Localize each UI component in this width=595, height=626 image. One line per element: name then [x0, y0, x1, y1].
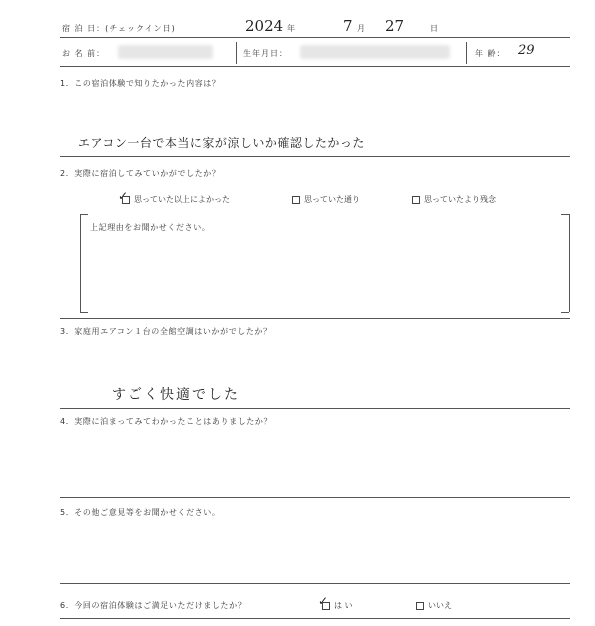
- q2-checkmark-icon: ✓: [118, 189, 129, 203]
- reason-bracket-bottom-left: [80, 312, 88, 313]
- q6-bottom-rule: [60, 618, 570, 619]
- q2-option-better[interactable]: [122, 194, 230, 205]
- q1-answer: エアコン一台で本当に家が涼しいか確認したかった: [78, 136, 365, 150]
- header-row2-bottom-rule: [60, 66, 570, 67]
- month-unit: 月: [357, 24, 366, 33]
- q5-answer-rule: [60, 583, 570, 584]
- stay-date-label: 宿 泊 日：(チェックイン日): [62, 24, 176, 33]
- header-row1-bottom-rule: [60, 37, 570, 38]
- q2-reason-field[interactable]: [90, 236, 560, 308]
- q5-question: 5．その他ご意見等をお聞かせください。: [60, 508, 221, 517]
- q2-option-as-expected-label: 思っていた通り: [304, 195, 360, 204]
- q2-option-better-checkbox[interactable]: [122, 196, 130, 204]
- q4-answer-rule: [60, 497, 570, 498]
- q1-question: 1．この宿泊体験で知りたかった内容は？: [60, 79, 221, 88]
- age-value: 29: [518, 43, 535, 58]
- stay-day-value: 27: [385, 17, 405, 35]
- q2-option-as-expected[interactable]: [292, 194, 360, 205]
- reason-bracket-bottom-right: [561, 312, 569, 313]
- name-redacted: [118, 45, 213, 59]
- year-unit: 年: [287, 24, 296, 33]
- q3-answer-rule: [60, 408, 570, 409]
- q6-checkmark-icon: ✓: [318, 594, 329, 608]
- q6-option-no[interactable]: [416, 600, 452, 611]
- q2-option-disappointing-label: 思っていたより残念: [424, 195, 496, 204]
- q6-option-no-checkbox[interactable]: [416, 602, 424, 610]
- q2-question: 2．実際に宿泊してみていかがでしたか？: [60, 169, 221, 178]
- age-label: 年 齢：: [475, 49, 506, 58]
- stay-month-value: 7: [343, 17, 353, 35]
- q2-bottom-rule: [60, 318, 570, 319]
- q3-question: 3．家庭用エアコン１台の全館空調はいかがでしたか？: [60, 327, 272, 336]
- q6-option-yes[interactable]: [322, 600, 353, 611]
- q5-answer-field[interactable]: [60, 521, 570, 579]
- birth-label: 生年月日：: [243, 49, 288, 58]
- reason-bracket-top-right: [561, 214, 569, 215]
- reason-bracket-right: [569, 214, 570, 312]
- q2-option-as-expected-checkbox[interactable]: [292, 196, 300, 204]
- q6-option-no-label: いいえ: [428, 601, 452, 610]
- name-birth-divider: [236, 42, 237, 64]
- reason-bracket-left: [80, 214, 81, 312]
- q4-answer-field[interactable]: [60, 430, 570, 494]
- reason-bracket-top-left: [80, 214, 88, 215]
- q2-option-better-label: 思っていた以上によかった: [134, 195, 230, 204]
- q3-answer: すごく快適でした: [112, 387, 240, 403]
- stay-year-value: 2024: [245, 17, 284, 35]
- q6-option-yes-label: は い: [334, 601, 353, 610]
- q4-question: 4．実際に泊まってみてわかったことはありましたか？: [60, 417, 273, 426]
- q2-reason-label: 上記理由をお聞かせください。: [90, 223, 211, 232]
- q6-option-yes-checkbox[interactable]: [322, 602, 330, 610]
- q2-option-disappointing[interactable]: [412, 194, 496, 205]
- q1-answer-rule: [60, 156, 570, 157]
- q2-option-disappointing-checkbox[interactable]: [412, 196, 420, 204]
- q6-question: 6．今回の宿泊体験はご満足いただけましたか？: [60, 601, 247, 610]
- name-label: お 名 前：: [62, 49, 106, 58]
- day-unit: 日: [430, 24, 439, 33]
- birth-redacted: [300, 45, 450, 59]
- birth-age-divider: [466, 42, 467, 64]
